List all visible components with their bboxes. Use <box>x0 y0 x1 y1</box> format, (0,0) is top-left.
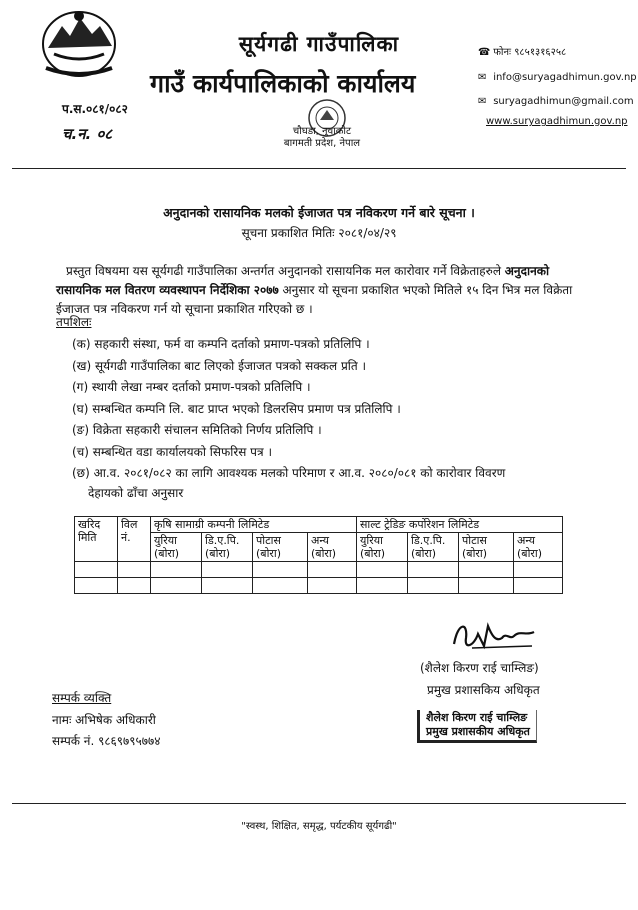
name-stamp <box>417 710 537 743</box>
list-item: (क) सहकारी संस्था, फर्म वा कम्पनि दर्ताको प्रमाण-पत्रको प्रतिलिपि । <box>72 337 370 351</box>
col-dap: डि.ए.पि. (बोरा) <box>408 533 459 562</box>
col-other: अन्य (बोरा) <box>308 533 357 562</box>
phone-contact <box>478 44 566 58</box>
location-line-2: बागमती प्रदेश, नेपाल <box>283 138 361 149</box>
table-row <box>75 578 563 594</box>
stamp-line-1: शैलेश किरण राई चाम्लिङ <box>426 711 528 724</box>
col-urea: युरिया (बोरा) <box>151 533 202 562</box>
list-item: (ग) स्थायी लेखा नम्बर दर्ताको प्रमाण-पत्रको प्रतिलिपि । <box>72 380 311 394</box>
email-contact-1[interactable] <box>478 72 637 83</box>
footer-divider <box>12 803 626 804</box>
table-row <box>75 562 563 578</box>
col-potash: पोटास (बोरा) <box>459 533 514 562</box>
body-part-b: अनुसार यो सूचना प्रकाशित भएको मितिले १५ दिन भित्र मल विक्रेता ईजाजत पत्र नविकरण गर्न यो सूचाना प्रकाशित गरिएको छ । <box>56 283 573 316</box>
municipality-name: सूर्यगढी गाउँपालिका <box>238 32 400 56</box>
company-1-header: कृषि सामाग्री कम्पनी लिमिटेड <box>151 517 357 533</box>
company-2-header: साल्ट ट्रेडिङ कर्पोरेशन लिमिटेड <box>357 517 563 533</box>
location-line-1: चौघडा, नुवाकोट <box>292 126 352 137</box>
list-item: (च) सम्बन्धित वडा कार्यालयको सिफरिस पत्र । <box>72 444 272 459</box>
list-item: (घ) सम्बन्धित कम्पनि लि. बाट प्राप्त भएको डिलरसिप प्रमाण पत्र प्रतिलिपि । <box>72 401 401 416</box>
email-text-1[interactable]: info@suryagadhimun.gov.np <box>493 72 637 83</box>
transaction-table <box>74 516 563 594</box>
signatory-name: (शैलेश किरण राई चाम्लिङ) <box>420 661 539 675</box>
office-name: गाउँ कार्यपालिकाको कार्यालय <box>150 69 416 98</box>
col-purchase-date: खरिद मिति <box>75 517 118 562</box>
list-item: (छ) आ.व. २०८१/०८२ का लागि आवश्यक मलको परिमाण र आ.व. २०८०/०८१ को कारोवार विवरण <box>72 466 506 480</box>
contact-person-phone: सम्पर्क नं. ९८६९७९५७७४ <box>52 734 161 748</box>
directive-name: अनुदानको रासायनिक मल वितरण व्यवस्थापन निर्देशिका २०७७ <box>56 264 550 297</box>
requirements-list <box>72 334 505 501</box>
list-item: (ख) सूर्यगढी गाउँपालिका बाट लिएको ईजाजत पत्रको सक्कल प्रति । <box>72 358 367 373</box>
details-heading: तपशिलः <box>56 315 92 329</box>
list-item-continuation: देहायको ढाँचा अनुसार <box>88 485 184 500</box>
email-icon: ✉ <box>478 96 487 107</box>
phone-text: फोनः ९८५१३१६२५८ <box>493 47 567 58</box>
notice-subject: अनुदानको रासायनिक मलको ईजाजत पत्र नविकरण गर्ने बारे सूचना । <box>163 205 475 220</box>
notice-body <box>56 262 596 319</box>
footer-motto: "स्वस्थ, शिक्षित, समृद्ध, पर्यटकीय सूर्यगढी" <box>241 821 397 832</box>
header-divider <box>12 168 626 169</box>
stamp-line-2: प्रमुख प्रशासकीय अधिकृत <box>426 725 530 738</box>
contact-person-heading: सम्पर्क व्यक्ति <box>52 691 112 705</box>
publication-date: सूचना प्रकाशित मितिः २०८१/०४/२९ <box>241 226 397 240</box>
fiscal-year-ref: प.स.०८१/०८२ <box>62 102 128 116</box>
email-text-2[interactable]: suryagadhimun@gmail.com <box>493 96 634 107</box>
contact-person-name: नामः अभिषेक अधिकारी <box>52 713 156 727</box>
col-potash: पोटास (बोरा) <box>253 533 308 562</box>
signatory-role: प्रमुख प्रशासकिय अधिकृत <box>427 683 540 697</box>
col-urea: युरिया (बोरा) <box>357 533 408 562</box>
col-other: अन्य (बोरा) <box>514 533 563 562</box>
dispatch-number: च.न. ०८ <box>62 125 113 143</box>
col-dap: डि.ए.पि. (बोरा) <box>202 533 253 562</box>
office-location <box>262 126 382 150</box>
list-item: (ङ) विक्रेता सहकारी संचालन समितिको निर्णय प्रतिलिपि । <box>72 423 322 437</box>
website-link[interactable]: www.suryagadhimun.gov.np <box>486 116 628 127</box>
col-bill-no: विल नं. <box>118 517 151 562</box>
signature-icon <box>448 616 540 654</box>
email-icon: ✉ <box>478 72 487 83</box>
phone-icon: ☎ <box>478 47 491 58</box>
body-part-a: प्रस्तुत विषयमा यस सूर्यगढी गाउँपालिका अन्तर्गत अनुदानको रासायनिक मल कारोवार गर्ने विक्रेताहरुले <box>66 264 505 278</box>
email-contact-2[interactable] <box>478 96 634 107</box>
